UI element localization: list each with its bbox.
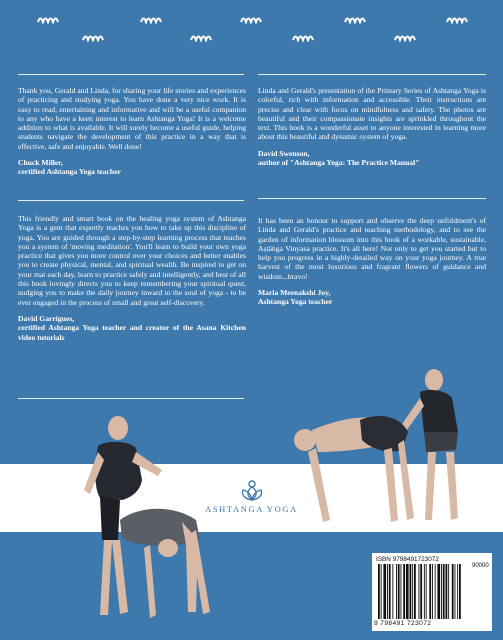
barcode-bar — [414, 564, 416, 619]
review-author: Chuck Miller, — [18, 158, 63, 168]
barcode-bar — [459, 564, 461, 619]
barcode-bar — [383, 564, 386, 619]
review-author-role: certified Ashtanga Yoga teacher and creator of the Asana Kitchen video tutorials — [18, 323, 246, 342]
wave-ornament-icon — [140, 14, 162, 24]
barcode-box — [372, 553, 492, 631]
review-text: This friendly and smart book on the healing yoga system of Ashtanga Yoga is a gem that expertly teaches you how to take up this discipline of yoga. You are guided through a step-by-step learning process that teaches you a system of 'moving meditation'. You'll learn to build your own yoga practice that gives you more control over your choices and better enables you to create physical, mental, and spiritual wealth. Be inspired to get on your mat each day, learn to practice safely and intelligently, and best of all this book lovingly directs you to keep remembering your spiritual quest, nudging you to make the daily journey inward to the soul of yoga - to be ever engaged in the process of small and great self-discovery. — [18, 214, 246, 307]
lotus-icon — [239, 478, 265, 502]
barcode-bar — [392, 564, 393, 619]
ornament-row — [0, 8, 503, 48]
review-author-role: Ashtanga Yoga teacher — [258, 297, 333, 307]
barcode-bar — [420, 564, 422, 619]
barcode-bar — [435, 564, 436, 619]
barcode-bar — [446, 564, 448, 619]
barcode-bar — [426, 564, 427, 619]
wave-ornament-icon — [394, 32, 416, 42]
barcode-bar — [381, 564, 382, 619]
barcode-bar — [455, 564, 456, 619]
review-author: David Garrigues, — [18, 313, 75, 323]
review-chuck-miller — [18, 86, 246, 177]
price-code: 90000 — [472, 563, 489, 569]
barcode-bar — [437, 564, 440, 619]
barcode-bar — [424, 564, 425, 619]
barcode-bar — [441, 564, 442, 619]
divider — [18, 398, 244, 399]
divider — [18, 74, 244, 75]
barcode-bar — [432, 564, 433, 619]
review-text: It has been an honour to support and observe the deep unfoldment's of Linda and Gerald's practice and teaching methodology, and to see the garden of information blossom into this book of a workable, sustainable, Aṣṭāṅga Vinyasa practice. It's all here! Not only to get you started but to help you progress in a highly-detailed way on your yoga journey. A true harvest of the most luxurious and fragrant flowers of guidance and wisdom...bravo! — [258, 216, 486, 281]
barcode-bar — [403, 564, 405, 619]
wave-ornament-icon — [37, 14, 59, 24]
wave-ornament-icon — [82, 32, 104, 42]
barcode-bar — [398, 564, 400, 619]
divider — [258, 74, 486, 75]
barcode-bar — [406, 564, 409, 619]
barcode-bar — [429, 564, 431, 619]
isbn-label: ISBN 9798491723072 — [376, 556, 439, 563]
review-author: David Swenson, — [258, 148, 310, 158]
barcode-bar — [378, 564, 380, 619]
barcode-bars-icon — [378, 564, 486, 619]
barcode-bar — [452, 564, 454, 619]
review-author-role: certified Ashtanga Yoga teacher — [18, 167, 121, 177]
brand-name: ASHTANGA YOGA — [205, 504, 298, 514]
barcode-bar — [457, 564, 458, 619]
barcode-bar — [387, 564, 388, 619]
review-text: Thank you, Gerald and Linda, for sharing your life stories and experiences of practicing and studying yoga. You have done a very nice work. It is easy to read, entertaining and informative and will be a useful companion to any who have a keen interest to learn Ashtanga Yoga! It is a welcome addition to what is available. It will surely become a useful guide, helping students navigate the development of this practice in a way that is effective, safe and enjoyable. Well done! — [18, 86, 246, 151]
barcode-bar — [396, 564, 397, 619]
review-author-role: author of "Ashtanga Yoga: The Practice Manual" — [258, 158, 420, 168]
barcode-bar — [448, 564, 449, 619]
barcode-bar — [410, 564, 412, 619]
barcode-bar — [443, 564, 445, 619]
review-author: Maria Meenakshi Joy, — [258, 288, 331, 298]
review-text: Linda and Gerald's presentation of the Primary Series of Ashtanga Yoga is colorful, rich with information and accessible. Their instructions are precise and clear with focus on mindfulness and safety. The photos are beautiful and their compassionate insights are sprinkled throughout the text. This book is a wonderful asset to anyone interested in learning more about this beautiful and dynamic system of yoga. — [258, 86, 486, 142]
wave-ornament-icon — [240, 14, 262, 24]
wave-ornament-icon — [190, 32, 212, 42]
divider — [258, 198, 486, 199]
barcode-bar — [389, 564, 391, 619]
wave-ornament-icon — [446, 14, 468, 24]
divider — [18, 200, 244, 201]
barcode-bar — [412, 564, 413, 619]
barcode-bar — [419, 564, 420, 619]
review-maria-meenakshi-joy — [258, 216, 486, 307]
wave-ornament-icon — [344, 14, 366, 24]
review-david-garrigues — [18, 214, 246, 342]
review-david-swenson — [258, 86, 486, 167]
barcode-bar — [401, 564, 402, 619]
brand-mark — [0, 478, 503, 514]
wave-ornament-icon — [292, 32, 314, 42]
isbn-digits: 9 798491 723072 — [374, 620, 432, 627]
